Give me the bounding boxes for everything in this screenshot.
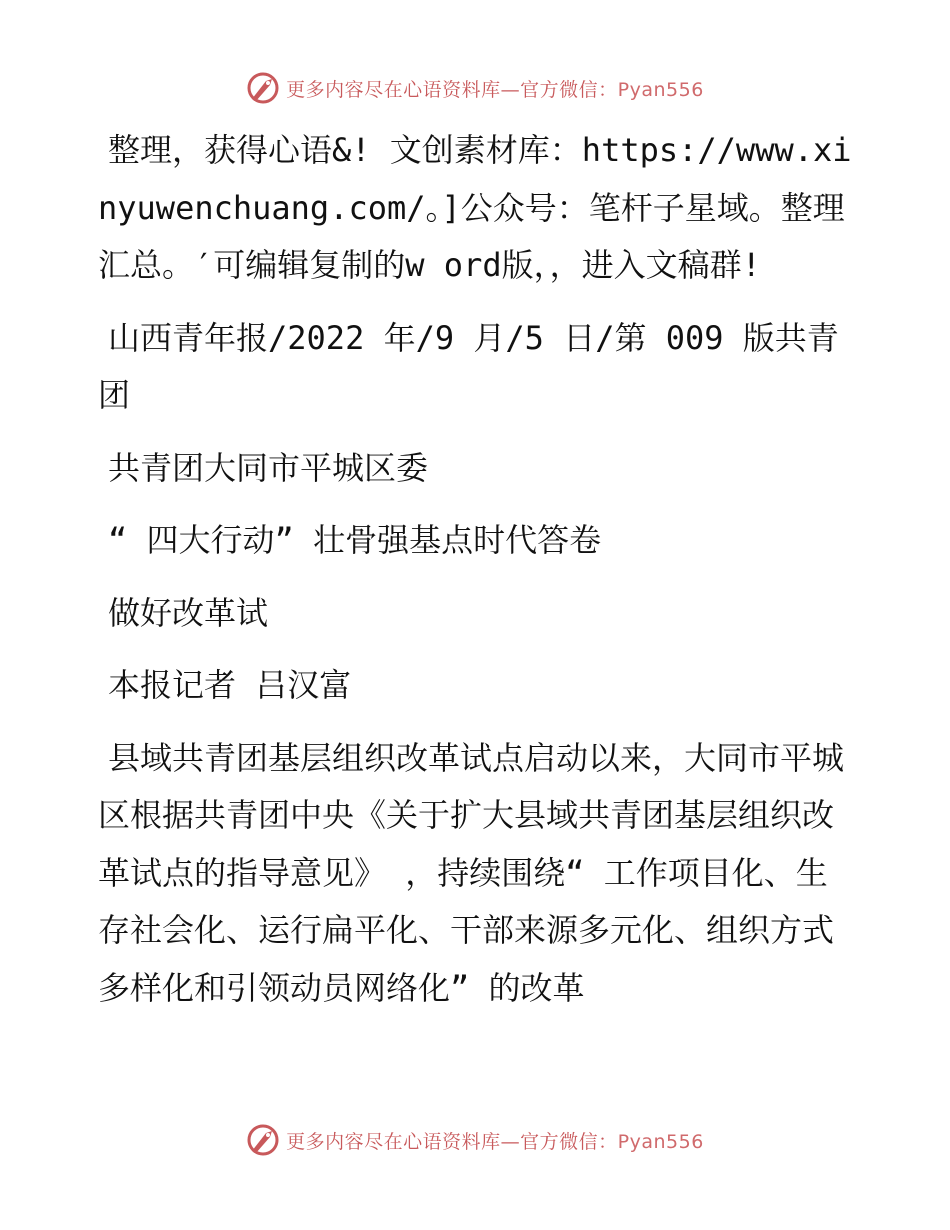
banner-text: 更多内容尽在心语资料库—官方微信：Pyan556	[286, 1130, 704, 1153]
banner-wechat-id: Pyan556	[617, 1130, 704, 1153]
pen-nib-circle-logo-icon	[246, 71, 280, 105]
intro-paragraph: 整理，获得心语&! 文创素材库：https://www.xinyuwenchuang.com/。]公众号：笔杆子星域。整理汇总。′可编辑复制的w ord版，，进入文稿群!	[98, 131, 852, 284]
banner-wechat-id: Pyan556	[617, 78, 704, 101]
byline: 本报记者 吕汉富	[108, 666, 352, 704]
document-body	[98, 122, 858, 1032]
pen-nib-circle-logo-icon	[246, 1123, 280, 1157]
footer-banner	[0, 1120, 950, 1160]
article-subheadline: 做好改革试	[108, 593, 269, 632]
header-banner	[0, 68, 950, 108]
source-line: 山西青年报/2022 年/9 月/5 日/第 009 版共青团	[98, 318, 839, 414]
body-paragraph: 县域共青团基层组织改革试点启动以来，大同市平城区根据共青团中央《关于扩大县域共青团基层组织改革试点的指导意见》 ，持续围绕“ 工作项目化、生存社会化、运行扁平化、干部来源多元化、组织方式多样化和引领动员网络化” 的改革	[98, 738, 845, 1007]
org-name: 共青团大同市平城区委	[108, 448, 429, 487]
article-headline: “ 四大行动” 壮骨强基点时代答卷	[108, 521, 602, 559]
banner-text: 更多内容尽在心语资料库—官方微信：Pyan556	[286, 78, 704, 101]
